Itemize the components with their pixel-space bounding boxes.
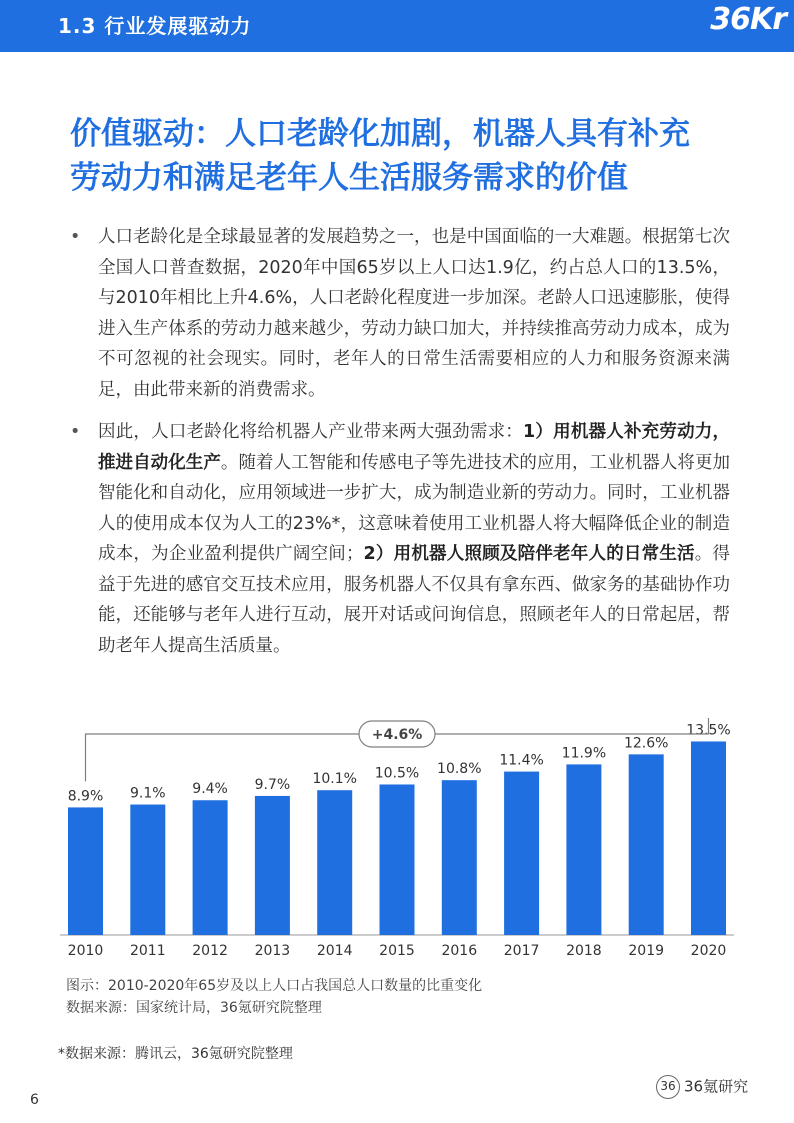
bar-2015 [380,784,415,935]
bullet-item-1 [70,222,730,405]
x-tick-2014: 2014 [316,943,353,959]
bar-2013 [255,796,290,935]
x-tick-2019: 2019 [628,943,665,959]
data-label-2019: 12.6% [623,735,669,752]
x-tick-2013: 2013 [254,943,291,959]
section-header-bar [0,0,794,52]
bullet-list [70,222,730,673]
data-label-2020: 13.5% [686,722,731,739]
watermark-text: 36氪研究 [684,1077,749,1096]
x-tick-2016: 2016 [441,943,478,959]
bullet-text-part-2: 。随着人工智能和传感电子等先进技术的应用，工业机器人将更加智能化和自动化，应用领域进一步扩大，成为制造业新的劳动力。同时，工业机器人的使用成本仅为人工的23%*，这意味着使用工业机器人将大幅降低企业的制造成本，为企业盈利提供广阔空间； [98,452,731,564]
page-title-line-2: 劳动力和满足老年人生活服务需求的价值 [70,160,628,196]
x-tick-2020: 2020 [690,943,727,959]
bullet-text-part-3: 。得益于先进的感官交互技术应用，服务机器人不仅具有拿东西、做家务的基础协作功能，还能够与老年人进行互动，展开对话或问询信息，照顾老年人的日常起居，帮助老年人提高生活质量。 [98,544,730,656]
footnote: *数据来源：腾讯云，36氪研究院整理 [58,1046,293,1062]
x-tick-2010: 2010 [67,943,104,959]
bar-2019 [629,754,664,935]
bar-2010 [68,807,103,935]
bullet-dot: • [70,422,81,442]
x-tick-2017: 2017 [503,943,540,959]
bullet-text-part-1: 因此，人口老龄化将给机器人产业带来两大强劲需求： [98,422,524,442]
bar-2014 [317,790,352,935]
x-tick-2011: 2011 [129,943,166,959]
data-label-2018: 11.9% [561,745,607,762]
x-tick-2018: 2018 [566,943,602,959]
data-label-2016: 10.8% [437,761,482,778]
chart-caption [66,975,482,1019]
watermark [656,1075,748,1099]
chart-caption-source: 数据来源：国家统计局，36氪研究院整理 [66,1000,322,1016]
bar-2017 [504,772,539,935]
bar-2018 [566,764,601,935]
bar-2020 [691,741,726,935]
bullet-bold-1: 1）用机器人补充劳动力，推进自动化生产 [98,422,730,473]
bar-2012 [193,800,228,935]
brand-logo: 36Kr [710,2,786,37]
page-number: 6 [30,1092,39,1108]
page-title-line-1: 价值驱动：人口老龄化加剧，机器人具有补充 [70,116,690,152]
data-label-2010: 8.9% [67,788,104,805]
growth-annotation-label: +4.6% [371,727,423,743]
bar-2011 [130,805,165,935]
wechat-badge-icon: 36 [656,1075,680,1099]
data-label-2011: 9.1% [130,785,166,802]
aging-ratio-bar-chart [40,718,754,963]
bar-2016 [442,780,477,935]
bullet-text: 人口老龄化是全球最显著的发展趋势之一，也是中国面临的一大难题。根据第七次全国人口普查数据，2020年中国65岁以上人口达1.9亿，约占总人口的13.5%，与2010年相比上升4.6%，人口老龄化程度进一步加深。老龄人口迅速膨胀，使得进入生产体系的劳动力越来越少，劳动力缺口加大，并持续推高劳动力成本，成为不可忽视的社会现实。同时，老年人的日常生活需要相应的人力和服务资源来满足，由此带来新的消费需求。 [98,227,730,400]
bullet-item-2 [70,417,730,661]
bullet-bold-2: 2）用机器人照顾及陪伴老年人的日常生活 [363,544,695,564]
x-tick-2015: 2015 [379,943,415,959]
data-label-2015: 10.5% [374,765,420,782]
data-label-2012: 9.4% [192,781,228,798]
bullet-dot: • [70,227,81,247]
page-title [70,112,750,200]
chart-caption-title: 图示：2010-2020年65岁及以上人口占我国总人口数量的比重变化 [66,978,483,994]
data-label-2014: 10.1% [312,771,357,788]
data-label-2017: 11.4% [499,752,544,769]
section-title: 1.3 行业发展驱动力 [58,14,252,38]
data-label-2013: 9.7% [254,776,291,793]
x-tick-2012: 2012 [192,943,228,959]
